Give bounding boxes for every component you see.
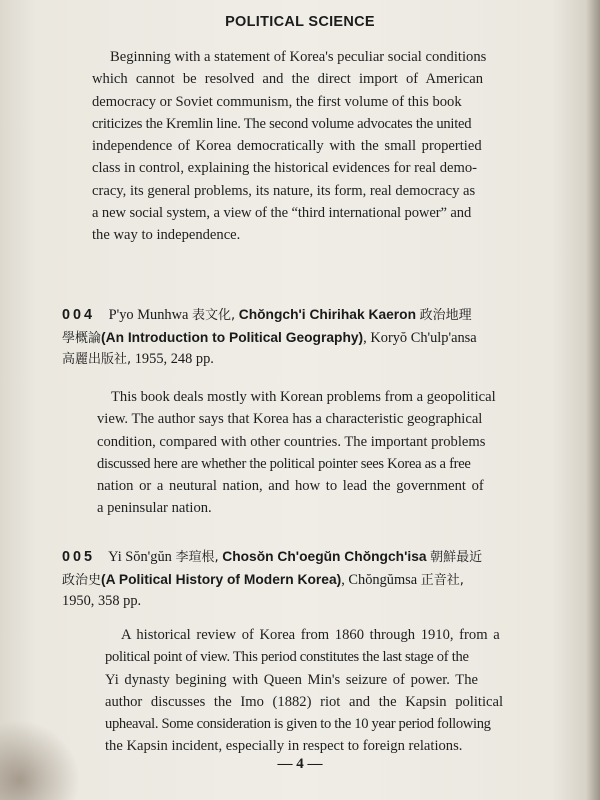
entry-number: 005	[62, 549, 96, 565]
entry-author-cjk: 表文化,	[191, 308, 236, 323]
text-line: class in control, explaining the historical evidences for real demo-	[92, 160, 477, 177]
entry-title-cjk: 學概論	[62, 330, 102, 346]
text-line: nation or a neutural nation, and how to lead the government of	[97, 478, 484, 495]
entry-line	[62, 304, 548, 327]
text-line: upheaval. Some consideration is given to the 10 year period following	[105, 716, 491, 733]
entry-title-romanized: Chŏngch'i Chirihak Kaeron	[238, 307, 417, 322]
entry-publisher-cjk: 正音社,	[420, 572, 464, 588]
entry-author: Yi Sŏn'gŭn	[108, 549, 172, 565]
page-header: POLITICAL SCIENCE	[225, 14, 375, 30]
entry-title-cjk: 朝鮮最近	[430, 550, 483, 565]
entry-title-english: (A Political History of Modern Korea)	[101, 571, 342, 587]
entry-title-english: (An Introduction to Political Geography)	[101, 329, 364, 345]
entry-line	[62, 591, 552, 613]
text-line: criticizes the Kremlin line. The second volume advocates the united	[92, 115, 472, 132]
text-line: a new social system, a view of the “third international power” and	[92, 205, 472, 222]
text-line: the Kapsin incident, especially in respect to foreign relations.	[105, 738, 463, 755]
text-line: author discusses the Imo (1882) riot and the Kapsin political	[105, 693, 504, 710]
text-line: political point of view. This period constitutes the last stage of the	[105, 649, 469, 666]
entry-author: P'yo Munhwa	[108, 307, 189, 323]
bibliography-entry-005	[62, 546, 552, 613]
text-line: a peninsular nation.	[97, 500, 212, 517]
entry-author-cjk: 李瑄根,	[175, 550, 219, 565]
text-line: Yi dynasty begining with Queen Min's seizure of power. The	[105, 671, 478, 688]
text-line: which cannot be resolved and the direct import of American	[92, 71, 484, 88]
text-line: discussed here are whether the political pointer sees Korea as a free	[97, 455, 471, 472]
text-line: view. The author says that Korea has a characteristic geographical	[97, 411, 483, 428]
text-line: condition, compared with other countries. The important problems	[97, 433, 486, 450]
page-edge-shadow	[586, 0, 600, 800]
text-line: A historical review of Korea from 1860 through 1910, from a	[121, 627, 500, 643]
entry-number: 004	[62, 307, 96, 323]
entry-publisher: , Koryŏ Ch'ulp'ansa	[363, 329, 477, 346]
entry-title-romanized: Chosŏn Ch'oegŭn Chŏngch'isa	[222, 549, 427, 564]
entry-005-description	[105, 624, 555, 758]
intro-paragraph	[92, 46, 548, 247]
entry-title-cjk: 政治史	[62, 572, 102, 588]
entry-004-description	[97, 386, 552, 520]
bibliography-entry-004	[62, 304, 548, 371]
page-number: — 4 —	[277, 756, 323, 772]
entry-publisher: , Chŏngŭmsa	[341, 571, 418, 588]
text-line: This book deals mostly with Korean problems from a geopolitical	[111, 389, 496, 405]
entry-year-pages: 1955, 248 pp.	[131, 351, 214, 367]
entry-year-pages: 1950, 358 pp.	[62, 593, 142, 609]
entry-line	[62, 349, 548, 371]
entry-title-cjk: 政治地理	[419, 308, 472, 323]
text-line: democracy or Soviet communism, the first volume of this book	[92, 93, 462, 110]
entry-line	[62, 327, 548, 350]
entry-publisher-cjk: 高麗出版社,	[62, 352, 132, 367]
entry-line	[62, 569, 552, 592]
text-line: Beginning with a statement of Korea's peculiar social conditions	[110, 49, 487, 65]
text-line: independence of Korea democratically with the small propertied	[92, 138, 482, 155]
text-line: cracy, its general problems, its nature, its form, real democracy as	[92, 182, 476, 199]
entry-line	[62, 546, 552, 569]
text-line: the way to independence.	[92, 227, 241, 244]
